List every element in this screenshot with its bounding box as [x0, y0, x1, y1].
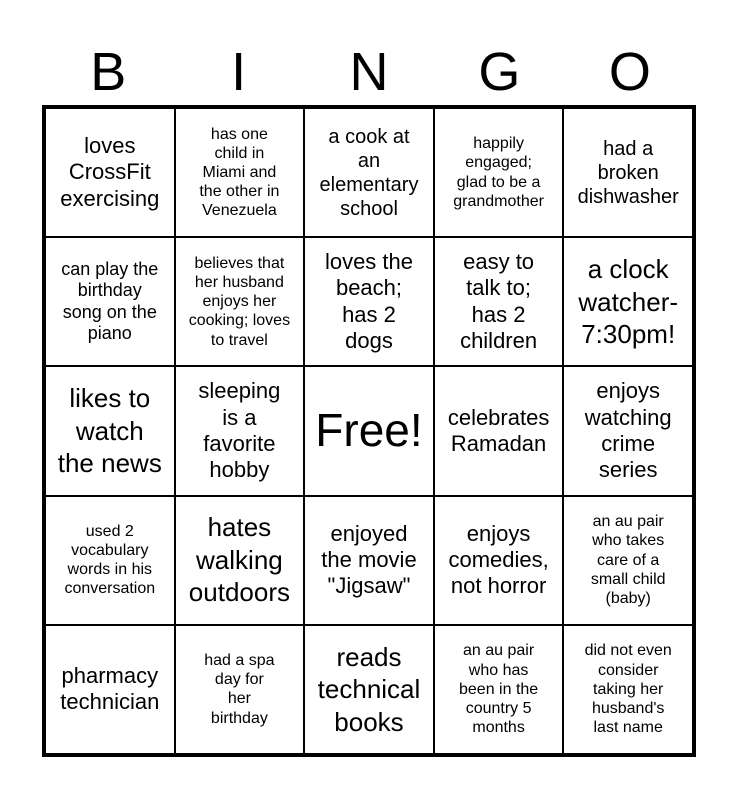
bingo-cell[interactable]: sleeping is a favorite hobby [175, 366, 305, 495]
bingo-cell[interactable]: easy to talk to; has 2 children [434, 237, 564, 366]
bingo-cell[interactable]: an au pair who has been in the country 5 months [434, 625, 564, 754]
bingo-cell[interactable]: used 2 vocabulary words in his conversation [45, 496, 175, 625]
header-letter-i: I [231, 42, 247, 102]
bingo-cell[interactable]: a clock watcher- 7:30pm! [563, 237, 693, 366]
bingo-cell[interactable]: likes to watch the news [45, 366, 175, 495]
bingo-cell[interactable]: loves the beach; has 2 dogs [304, 237, 434, 366]
bingo-header [43, 40, 695, 104]
bingo-cell[interactable]: can play the birthday song on the piano [45, 237, 175, 366]
bingo-cell[interactable]: hates walking outdoors [175, 496, 305, 625]
bingo-cell[interactable]: enjoys comedies, not horror [434, 496, 564, 625]
bingo-cell[interactable]: an au pair who takes care of a small child (baby) [563, 496, 693, 625]
bingo-cell[interactable]: has one child in Miami and the other in Venezuela [175, 108, 305, 237]
bingo-cell[interactable]: a cook at an elementary school [304, 108, 434, 237]
bingo-cell[interactable]: had a spa day for her birthday [175, 625, 305, 754]
bingo-board [42, 105, 696, 757]
bingo-cell[interactable]: happily engaged; glad to be a grandmother [434, 108, 564, 237]
bingo-cell[interactable]: pharmacy technician [45, 625, 175, 754]
bingo-cell[interactable]: believes that her husband enjoys her cooking; loves to travel [175, 237, 305, 366]
header-letter-b: B [90, 42, 127, 102]
bingo-cell[interactable]: did not even consider taking her husband's last name [563, 625, 693, 754]
bingo-cell[interactable]: had a broken dishwasher [563, 108, 693, 237]
bingo-cell[interactable]: enjoyed the movie "Jigsaw" [304, 496, 434, 625]
bingo-cell[interactable]: loves CrossFit exercising [45, 108, 175, 237]
bingo-cell[interactable]: reads technical books [304, 625, 434, 754]
free-space[interactable]: Free! [304, 366, 434, 495]
header-letter-g: G [478, 42, 521, 102]
bingo-cell[interactable]: enjoys watching crime series [563, 366, 693, 495]
header-letter-o: O [608, 42, 651, 102]
bingo-cell[interactable]: celebrates Ramadan [434, 366, 564, 495]
header-letter-n: N [349, 42, 389, 102]
